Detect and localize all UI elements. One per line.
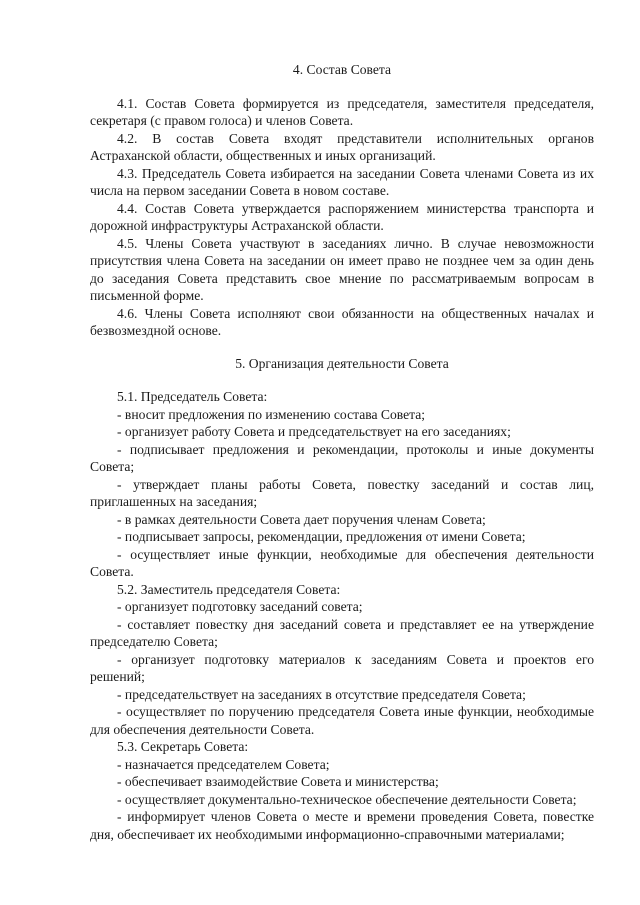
list-item: - организует подготовку материалов к заседаниям Совета и проектов его решений;: [90, 651, 594, 684]
list-item: - информирует членов Совета о месте и времени проведения Совета, повестке дня, обеспечивает их необходимыми информационно-справочными материалами;: [90, 809, 594, 842]
list-item: - утверждает планы работы Совета, повестку заседаний и состав лиц, приглашенных на заседания;: [90, 476, 594, 509]
clause-4-3: 4.3. Председатель Совета избирается на заседании Совета членами Совета из их числа на первом заседании Совета в новом составе.: [90, 165, 594, 198]
list-item: - обеспечивает взаимодействие Совета и министерства;: [117, 774, 439, 789]
list-item: - осуществляет иные функции, необходимые для обеспечения деятельности Совета.: [90, 546, 594, 579]
list-item: - вносит предложения по изменению состава Совета;: [117, 406, 426, 422]
list-item: - подписывает запросы, рекомендации, предложения от имени Совета;: [117, 529, 526, 544]
clause-5-3: 5.3. Секретарь Совета:: [117, 739, 249, 754]
clause-4-4: 4.4. Состав Совета утверждается распоряжением министерства транспорта и дорожной инфраструктуры Астраханской области.: [90, 200, 594, 233]
clause-5-1: 5.1. Председатель Совета:: [117, 389, 268, 404]
document-body: [90, 61, 594, 843]
section-5-heading: 5. Организация деятельности Совета: [235, 355, 449, 371]
clause-4-5: 4.5. Члены Совета участвуют в заседаниях лично. В случае невозможности присутствия члена Совета на заседании он имеет право не позднее чем за один день до заседания Совета представить свое мнение по рассматриваемым вопросам в письменной форме.: [90, 235, 594, 303]
list-item: - организует работу Совета и председательствует на его заседаниях;: [117, 424, 511, 439]
clause-5-2: 5.2. Заместитель председателя Совета:: [117, 581, 341, 597]
list-item: - организует подготовку заседаний совета;: [117, 599, 363, 614]
list-item: - осуществляет по поручению председателя Совета иные функции, необходимые для обеспечения деятельности Совета.: [90, 704, 594, 737]
clause-4-6: 4.6. Члены Совета исполняют свои обязанности на общественных началах и безвозмездной основе.: [90, 305, 594, 338]
clause-4-1: 4.1. Состав Совета формируется из председателя, заместителя председателя, секретаря (с правом голоса) и членов Совета.: [90, 95, 594, 128]
list-item: - подписывает предложения и рекомендации, протоколы и иные документы Совета;: [90, 441, 594, 474]
section-5-text: [90, 388, 594, 843]
list-item: - составляет повестку дня заседаний совета и представляет ее на утверждение председателю Совета;: [90, 616, 594, 649]
section-4-text: [90, 95, 594, 340]
section-4-heading: 4. Состав Совета: [292, 62, 392, 77]
list-item: - председательствует на заседаниях в отсутствие председателя Совета;: [117, 686, 526, 702]
list-item: - назначается председателем Совета;: [117, 756, 330, 772]
list-item: - осуществляет документально-техническое обеспечение деятельности Совета;: [117, 791, 577, 807]
clause-4-2: 4.2. В состав Совета входят представители исполнительных органов Астраханской области, общественных и иных организаций.: [90, 130, 594, 163]
list-item: - в рамках деятельности Совета дает поручения членам Совета;: [117, 511, 486, 527]
